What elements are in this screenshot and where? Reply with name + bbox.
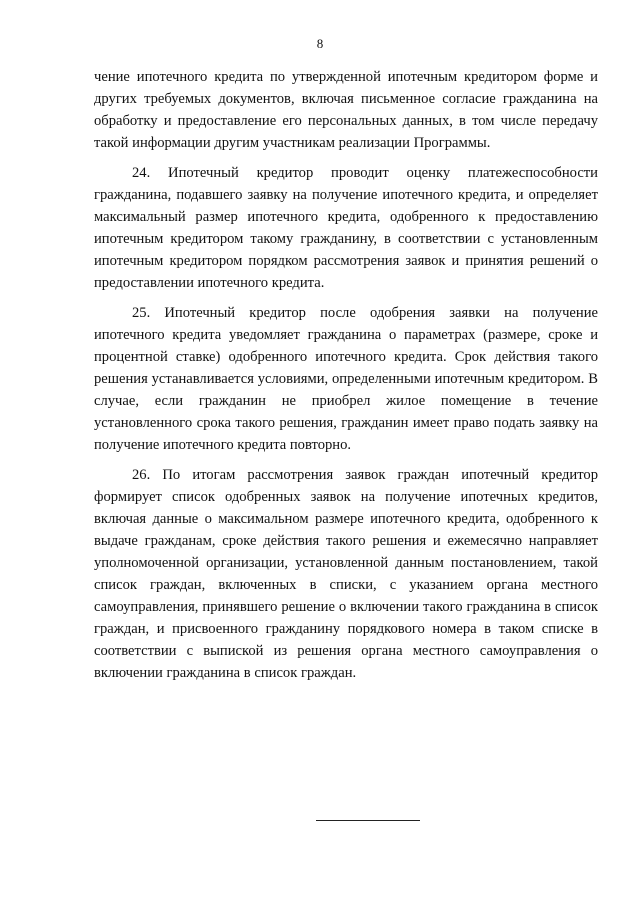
paragraph-continuation: чение ипотечного кредита по утвержденной ипотечным кредитором форме и других требуемых документов, включая письменное согласие гражданина на обработку и предоставление его персональных данных, в том числе передачу такой информации другим участникам реализации Программы. bbox=[94, 69, 598, 151]
end-separator-line bbox=[316, 820, 420, 821]
paragraph-26: 26. По итогам рассмотрения заявок граждан ипотечный кредитор формирует список одобренных заявок на получение ипотечных кредитов, включая данные о максимальном размере ипотечного кредита, одобренного к выдаче гражданам, сроке действия такого решения и ежемесячно направляет уполномоченной организации, установленной данным постановлением, такой список граждан, включенных в списки, с указанием органа местного самоуправления, принявшего решение о включении такого гражданина в список граждан, и присвоенного гражданину порядкового номера в таком списке в соответствии с выпиской из решения органа местного самоуправления о включении гражданина в список граждан. bbox=[94, 467, 598, 681]
page-number: 8 bbox=[316, 36, 324, 51]
paragraph-25: 25. Ипотечный кредитор после одобрения заявки на получение ипотечного кредита уведомляет гражданина о параметрах (размере, сроке и процентной ставке) одобренного ипотечного кредита. Срок действия такого решения устанавливается условиями, определенными ипотечным кредитором. В случае, если гражданин не приобрел жилое помещение в течение установленного срока такого решения, гражданин имеет право подать заявку на получение ипотечного кредита повторно. bbox=[94, 305, 598, 453]
paragraph-24: 24. Ипотечный кредитор проводит оценку платежеспособности гражданина, подавшего заявку на получение ипотечного кредита, и определяет максимальный размер ипотечного кредита, одобренного к предоставлению ипотечным кредитором такому гражданину, в соответствии с установленным ипотечным кредитором порядком рассмотрения заявок и принятия решений о предоставлении ипотечного кредита. bbox=[94, 165, 598, 291]
document-body bbox=[94, 66, 598, 684]
